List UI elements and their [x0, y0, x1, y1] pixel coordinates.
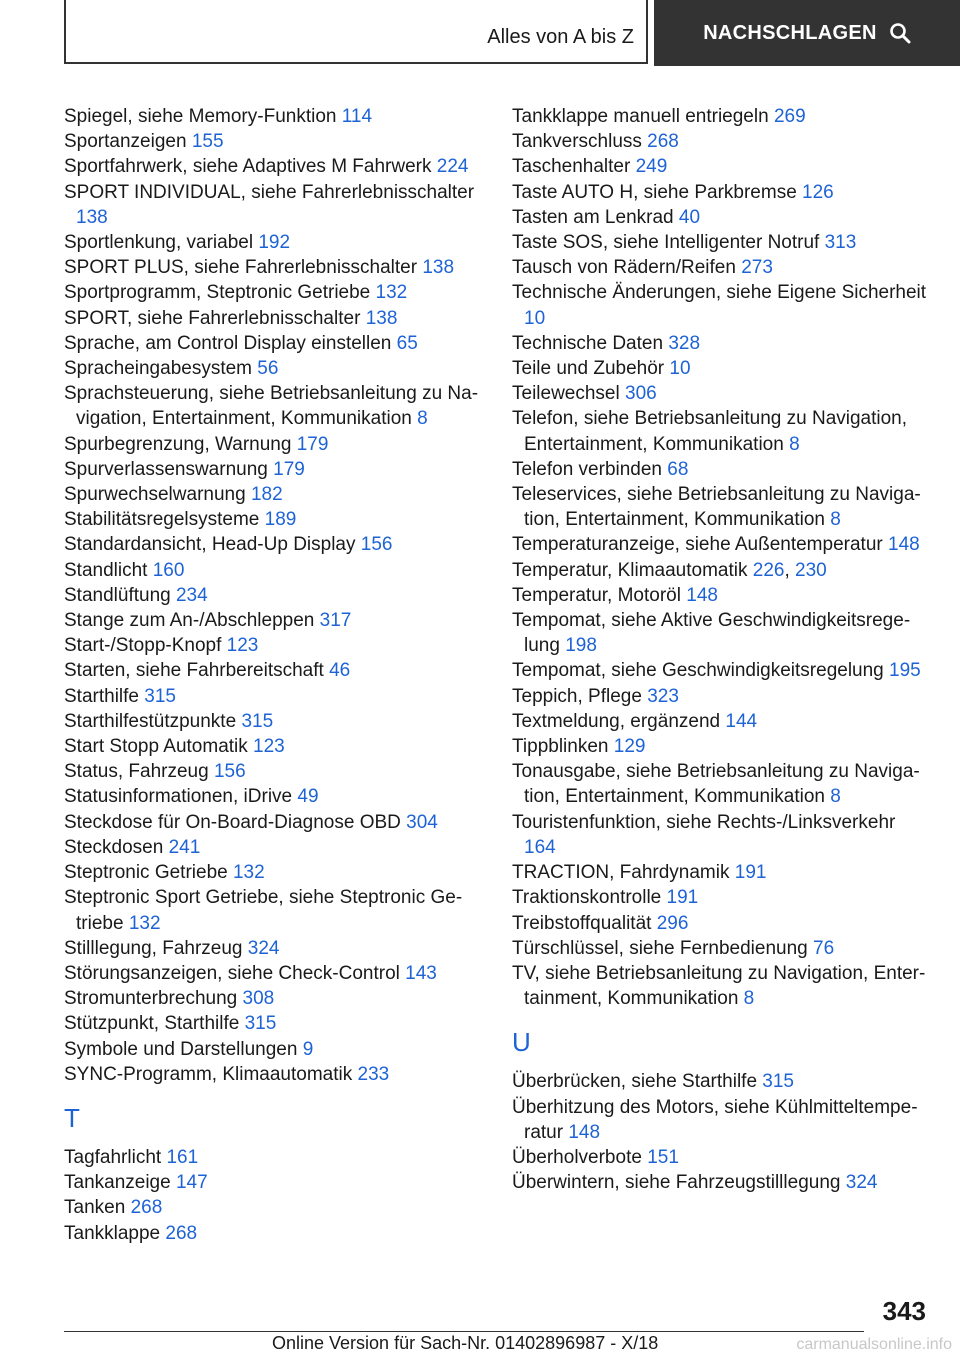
index-entry	[64, 1221, 484, 1246]
entry-text: Spurbegrenzung, Warnung	[64, 433, 292, 455]
footer-divider	[64, 1331, 864, 1332]
page-reference-link[interactable]: 328	[668, 332, 701, 354]
entry-text: Temperatur, Klimaautomatik	[512, 559, 748, 581]
page-reference-link[interactable]: 156	[360, 534, 393, 556]
index-entry	[64, 709, 484, 734]
page-reference-link[interactable]: 233	[357, 1063, 390, 1085]
index-entry	[512, 180, 932, 205]
page-reference-link[interactable]: 234	[175, 584, 208, 606]
index-entry	[64, 356, 484, 381]
entry-text: Steptronic Getriebe	[64, 862, 228, 884]
entry-text: Technische Daten	[512, 332, 664, 354]
page-reference-link[interactable]: 138	[365, 307, 398, 329]
entry-text: Teleservices, siehe Betriebsanleitung zu Navigation, Entertainment, Kommunikation	[512, 484, 921, 531]
index-entry	[512, 280, 932, 330]
entry-text: Steckdose für On-Board-Diagnose OBD	[64, 811, 401, 833]
page-reference-link[interactable]: 182	[250, 484, 283, 506]
page-reference-link[interactable]: 304	[406, 811, 438, 833]
index-entry	[64, 154, 484, 179]
entry-text: Standardansicht, Head-Up Display	[64, 534, 356, 556]
entry-text: SPORT PLUS, siehe Fahrerlebnisschalter	[64, 257, 418, 279]
index-column-right	[512, 104, 932, 1195]
letter-heading: T	[64, 1102, 80, 1133]
page-reference-link[interactable]: 198	[565, 635, 597, 657]
page-reference-link[interactable]: 155	[191, 131, 224, 153]
page-reference-link[interactable]: 191	[666, 887, 699, 909]
page-reference-link[interactable]: 191	[734, 862, 767, 884]
entry-text: Telefon, siehe Betriebsanleitung zu Navigation, Entertainment, Kommunikation	[512, 408, 908, 455]
entry-text: Telefon verbinden	[512, 458, 662, 480]
entry-text: Überhitzung des Motors, siehe Kühlmitteltemperatur	[512, 1096, 918, 1143]
page-reference-link[interactable]: 249	[635, 156, 668, 178]
nachschlagen-tab[interactable]	[654, 0, 960, 66]
entry-text: Tempomat, siehe Geschwindigkeitsregelung	[512, 660, 884, 682]
page-reference-link[interactable]: 148	[568, 1121, 601, 1143]
index-entry	[64, 658, 484, 683]
page-reference-link[interactable]: 123	[253, 736, 285, 758]
page-reference-link[interactable]: 114	[341, 106, 373, 127]
page-reference-link[interactable]: 160	[152, 559, 185, 581]
entry-text: Temperaturanzeige, siehe Außentemperatur	[512, 534, 883, 556]
index-entry	[64, 810, 484, 835]
page-reference-link[interactable]: 323	[647, 685, 679, 707]
entry-text: Tanken	[64, 1197, 126, 1219]
page-reference-link[interactable]: 40	[678, 206, 701, 228]
entry-text: Taste SOS, siehe Intelligenter Notruf	[512, 232, 820, 254]
entry-text: Teilewechsel	[512, 383, 620, 405]
index-entry	[512, 532, 932, 557]
index-entry	[64, 583, 484, 608]
page-reference-link[interactable]: 179	[296, 433, 329, 455]
index-entry	[64, 835, 484, 860]
index-entry	[64, 608, 484, 633]
page-reference-link[interactable]: 123	[226, 635, 259, 657]
page-reference-link[interactable]: 161	[166, 1146, 199, 1168]
index-entry	[64, 255, 484, 280]
index-entry: Temperatur, Klimaautomatik 226, 230	[512, 559, 827, 581]
entry-text: Sportfahrwerk, siehe Adaptives M Fahrwerk	[64, 156, 432, 178]
entry-text: Traktionskontrolle	[512, 887, 662, 909]
page-reference-link[interactable]: 324	[845, 1172, 878, 1194]
page-reference-link[interactable]: 8	[417, 408, 428, 430]
entry-text: Spiegel, siehe Memory-Funktion	[64, 106, 337, 127]
entry-text: Touristenfunktion, siehe Rechts-/Linksverkehr	[512, 811, 896, 833]
search-icon[interactable]	[889, 22, 911, 44]
entry-text: Treibstoffqualität	[512, 912, 652, 934]
page-number: 343	[882, 1296, 926, 1326]
entry-text: Störungsanzeigen, siehe Check-Control	[64, 962, 400, 984]
index-entry	[512, 583, 932, 608]
index-entry	[64, 961, 484, 986]
page-reference-link[interactable]: 315	[241, 710, 274, 732]
page-reference-link[interactable]: 268	[130, 1197, 163, 1219]
entry-text: Taste AUTO H, siehe Parkbremse	[512, 181, 797, 203]
entry-text: TRACTION, Fahrdynamik	[512, 862, 730, 884]
index-entry	[64, 507, 484, 532]
index-entry	[64, 734, 484, 759]
index-entry	[512, 860, 932, 885]
index-entry	[64, 1011, 484, 1036]
page-reference-link[interactable]: 156	[213, 761, 246, 783]
entry-text: Teppich, Pflege	[512, 685, 642, 707]
page-reference-link[interactable]: 308	[242, 988, 275, 1010]
index-entry	[64, 129, 484, 154]
page-reference-link[interactable]: 269	[773, 106, 806, 127]
entry-text: Status, Fahrzeug	[64, 761, 209, 783]
page-reference-link[interactable]: 179	[273, 458, 305, 480]
index-entry	[64, 633, 484, 658]
entry-text: Tausch von Rädern/Reifen	[512, 257, 736, 279]
page-reference-link[interactable]: 56	[257, 358, 279, 380]
entry-text: Sportprogramm, Steptronic Getriebe	[64, 282, 371, 304]
section-title: Alles von A bis Z	[487, 26, 634, 48]
index-entry	[512, 684, 932, 709]
page-reference-link[interactable]: 8	[830, 509, 841, 531]
page-reference-link[interactable]: 129	[613, 736, 646, 758]
entry-text: Textmeldung, ergänzend	[512, 710, 721, 732]
entry-text: TV, siehe Betriebsanleitung zu Navigation, Entertainment, Kommunikation	[512, 962, 926, 1010]
entry-text: Standlicht	[64, 559, 148, 581]
page-reference-link[interactable]: 9	[302, 1038, 314, 1060]
page-reference-link[interactable]: 324	[247, 937, 280, 959]
entry-text: Überbrücken, siehe Starthilfe	[512, 1071, 758, 1093]
index-entry	[64, 180, 484, 230]
entry-text: Starthilfe	[64, 685, 139, 707]
entry-text: Tonausgabe, siehe Betriebsanleitung zu Navigation, Entertainment, Kommunikation	[512, 761, 920, 808]
index-entry	[64, 482, 484, 507]
page-reference-link[interactable]: 8	[789, 433, 800, 455]
page-reference-link[interactable]: 315	[244, 1013, 277, 1035]
page-reference-link[interactable]: 76	[813, 937, 835, 959]
entry-text: Spracheingabesystem	[64, 358, 252, 380]
page-reference-link[interactable]: 224	[436, 156, 469, 178]
page-reference-link[interactable]: 46	[329, 660, 351, 682]
index-entry	[512, 608, 932, 658]
entry-text: Tagfahrlicht	[64, 1146, 162, 1168]
page-reference-link[interactable]: 10	[524, 307, 546, 329]
page-reference-link[interactable]: 189	[264, 509, 297, 531]
entry-text: Stabilitätsregelsysteme	[64, 509, 260, 531]
index-entry	[64, 432, 484, 457]
index-entry	[512, 1095, 932, 1145]
index-entry	[64, 306, 484, 331]
index-entry	[512, 230, 932, 255]
page-reference-link[interactable]: 49	[297, 786, 319, 808]
page-reference-link[interactable]: 268	[165, 1222, 198, 1244]
footer-text: Online Version für Sach-Nr. 01402896987 - X/18	[272, 1333, 659, 1353]
entry-text: Statusinformationen, iDrive	[64, 786, 293, 808]
index-entry	[512, 154, 932, 179]
entry-text: Überwintern, siehe Fahrzeugstilllegung	[512, 1172, 841, 1194]
index-entry	[512, 658, 932, 683]
index-entry	[512, 356, 932, 381]
page-reference-link[interactable]: 268	[647, 131, 679, 153]
index-entry	[64, 784, 484, 809]
index-entry	[64, 331, 484, 356]
index-entry	[64, 860, 484, 885]
entry-text: Technische Änderungen, siehe Eigene Sicherheit	[512, 282, 927, 304]
index-entry	[512, 255, 932, 280]
entry-text: Stange zum An-/Abschleppen	[64, 610, 315, 632]
entry-text: Teile und Zubehör	[512, 358, 665, 380]
entry-text: Tankklappe	[64, 1222, 161, 1244]
index-entry	[64, 230, 484, 255]
entry-text: Tankklappe manuell entriegeln	[512, 106, 769, 127]
index-entry	[64, 936, 484, 961]
index-entry	[512, 482, 932, 532]
page-reference-link[interactable]: 10	[669, 358, 691, 380]
page-reference-link[interactable]: 138	[422, 257, 455, 279]
page-reference-link[interactable]: 230	[795, 559, 827, 581]
page-reference-link[interactable]: 315	[144, 685, 176, 707]
page-reference-link[interactable]: 315	[762, 1071, 794, 1093]
index-entry	[64, 684, 484, 709]
index-entry	[512, 936, 932, 961]
entry-text: Steckdosen	[64, 836, 164, 858]
index-entry	[64, 1062, 484, 1087]
entry-text: Tankanzeige	[64, 1172, 171, 1194]
page-reference-link[interactable]: 164	[524, 836, 556, 858]
page-reference-link[interactable]: 138	[76, 206, 108, 228]
index-entry	[512, 457, 932, 482]
index-entry	[64, 759, 484, 784]
watermark: carmanualsonline.info	[796, 1336, 952, 1353]
entry-text: Tippblinken	[512, 736, 609, 758]
index-entry	[512, 381, 932, 406]
page-reference-link[interactable]: 68	[667, 458, 689, 480]
page-reference-link[interactable]: 317	[319, 610, 352, 632]
entry-text: Tempomat, siehe Aktive Geschwindigkeitsregelung	[512, 610, 911, 657]
entry-text: Taschenhalter	[512, 156, 631, 178]
page-reference-link[interactable]: 241	[168, 836, 201, 858]
index-entry	[512, 734, 932, 759]
page-reference-link[interactable]: 148	[686, 584, 718, 606]
page-reference-link[interactable]: 65	[396, 332, 418, 354]
entry-text: Spurwechselwarnung	[64, 484, 246, 506]
entry-text: Temperatur, Motoröl	[512, 584, 681, 606]
index-entry	[512, 331, 932, 356]
page-reference-link[interactable]: 147	[175, 1172, 208, 1194]
page-reference-link[interactable]: 313	[824, 232, 857, 254]
index-entry	[64, 1037, 484, 1062]
index-entry	[64, 558, 484, 583]
entry-text: Sprachsteuerung, siehe Betriebsanleitung zu Navigation, Entertainment, Kommunikation	[64, 383, 479, 430]
index-entry	[512, 911, 932, 936]
page-reference-link[interactable]: 226	[752, 559, 785, 581]
page-reference-link[interactable]: 132	[375, 282, 408, 304]
index-entry	[512, 406, 932, 456]
index-entry	[512, 961, 932, 1011]
index-entry	[64, 457, 484, 482]
tab-label: NACHSCHLAGEN	[703, 21, 877, 44]
entry-text: Türschlüssel, siehe Fernbedienung	[512, 937, 808, 959]
entry-text: Steptronic Sport Getriebe, siehe Steptronic Getriebe	[64, 887, 463, 934]
entry-text: Starthilfestützpunkte	[64, 710, 237, 732]
letter-heading: U	[512, 1027, 531, 1058]
index-entry	[512, 759, 932, 809]
index-entry	[64, 1145, 484, 1170]
entry-text: Symbole und Darstellungen	[64, 1038, 298, 1060]
entry-text: Start-/Stopp-Knopf	[64, 635, 222, 657]
page-reference-link[interactable]: 296	[656, 912, 689, 934]
entry-text: Überholverbote	[512, 1146, 642, 1168]
index-entry	[64, 1170, 484, 1195]
index-entry	[512, 1145, 932, 1170]
index-entry	[512, 104, 932, 129]
page-reference-link[interactable]: 132	[128, 912, 161, 934]
page-reference-link[interactable]: 144	[725, 710, 758, 732]
entry-text: Stilllegung, Fahrzeug	[64, 937, 243, 959]
index-entry	[64, 104, 484, 129]
page-reference-link[interactable]: 132	[232, 862, 265, 884]
index-entry	[64, 532, 484, 557]
entry-text: SYNC-Programm, Klimaautomatik	[64, 1063, 353, 1085]
entry-text: Starten, siehe Fahrbereitschaft	[64, 660, 324, 682]
index-entry	[64, 986, 484, 1011]
page-reference-link[interactable]: 126	[802, 181, 834, 203]
entry-text: SPORT, siehe Fahrerlebnisschalter	[64, 307, 361, 329]
entry-text: Sportlenkung, variabel	[64, 232, 254, 254]
entry-text: SPORT INDIVIDUAL, siehe Fahrerlebnisschalter	[64, 181, 475, 203]
index-entry	[64, 381, 484, 431]
entry-text: Standlüftung	[64, 584, 171, 606]
page-reference-link[interactable]: 195	[889, 660, 921, 682]
index-entry	[512, 205, 932, 230]
entry-text: Sprache, am Control Display einstellen	[64, 332, 392, 354]
index-entry	[512, 129, 932, 154]
entry-text: Start Stopp Automatik	[64, 736, 248, 758]
index-entry	[512, 1069, 932, 1094]
index-entry	[64, 885, 484, 935]
index-column-left	[64, 104, 484, 1246]
index-entry	[512, 810, 932, 860]
page-reference-link[interactable]: 306	[625, 383, 657, 405]
index-entry	[512, 1170, 932, 1195]
page-reference-link[interactable]: 8	[743, 988, 755, 1010]
entry-text: Tankverschluss	[512, 131, 642, 153]
entry-text: Sportanzeigen	[64, 131, 187, 153]
page-reference-link[interactable]: 143	[405, 962, 437, 984]
header-frame	[64, 0, 648, 64]
index-entry	[512, 709, 932, 734]
page-reference-link[interactable]: 192	[258, 232, 291, 254]
entry-text: Tasten am Lenkrad	[512, 206, 674, 228]
index-entry	[64, 280, 484, 305]
page-reference-link[interactable]: 8	[830, 786, 841, 808]
page-reference-link[interactable]: 273	[741, 257, 773, 279]
entry-text: Stützpunkt, Starthilfe	[64, 1013, 240, 1035]
entry-text: Spurverlassenswarnung	[64, 458, 268, 480]
index-entry	[64, 1195, 484, 1220]
page-reference-link[interactable]: 151	[647, 1146, 679, 1168]
entry-text: Stromunterbrechung	[64, 988, 238, 1010]
page-reference-link[interactable]: 148	[888, 534, 920, 556]
index-entry	[512, 885, 932, 910]
